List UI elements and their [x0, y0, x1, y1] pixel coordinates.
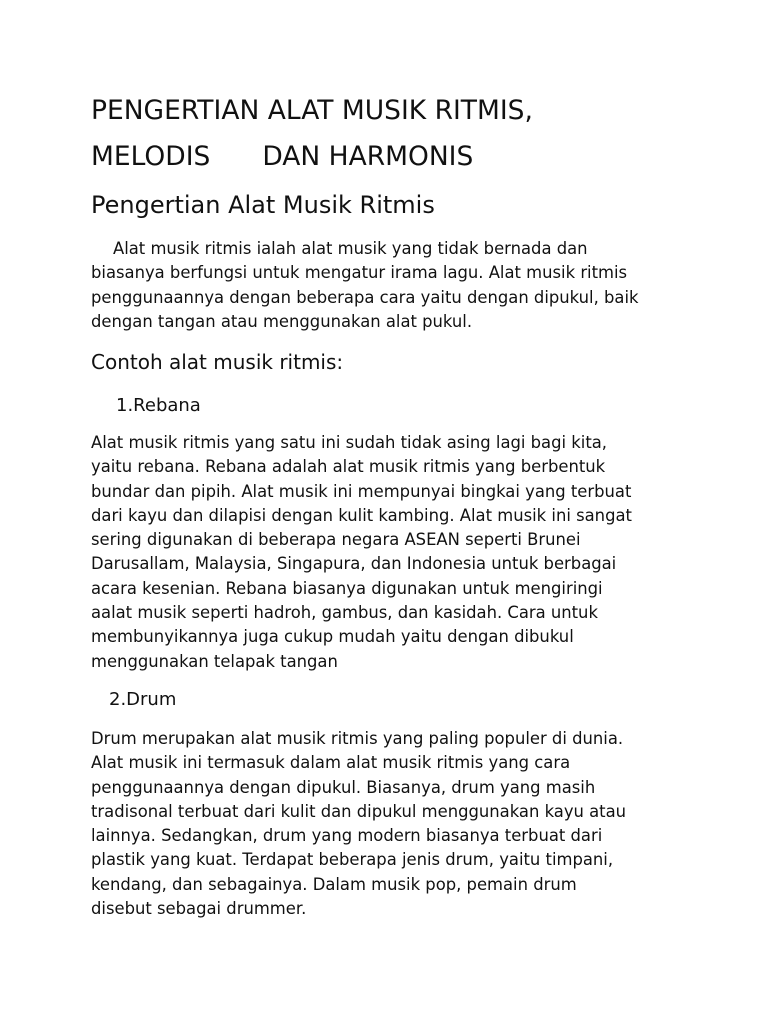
intro-paragraph [91, 237, 681, 334]
rebana-line: sering digunakan di beberapa negara ASEAN seperti Brunei [91, 530, 581, 550]
title-line-1: PENGERTIAN ALAT MUSIK RITMIS, [91, 95, 533, 126]
rebana-line: aalat musik seperti hadroh, gambus, dan kasidah. Cara untuk [91, 603, 598, 623]
intro-line: Alat musik ritmis ialah alat musik yang tidak bernada dan [113, 239, 588, 258]
rebana-paragraph [91, 431, 681, 674]
rebana-line: Darusallam, Malaysia, Singapura, dan Indonesia untuk berbagai [91, 554, 617, 574]
drum-paragraph [91, 727, 681, 921]
drum-line: penggunaannya dengan dipukul. Biasanya, drum yang masih [91, 777, 596, 797]
section-heading: Pengertian Alat Musik Ritmis [91, 191, 435, 219]
rebana-line: menggunakan telapak tangan [91, 651, 338, 671]
title-line-2 [91, 134, 533, 180]
drum-line: disebut sebagai drummer. [91, 899, 307, 919]
drum-line: kendang, dan sebagainya. Dalam musik pop, pemain drum [91, 874, 577, 894]
drum-line: tradisonal terbuat dari kulit dan dipukul menggunakan kayu atau [91, 801, 627, 821]
rebana-line: dari kayu dan dilapisi dengan kulit kambing. Alat musik ini sangat [91, 505, 632, 525]
examples-heading: Contoh alat musik ritmis: [91, 350, 344, 374]
drum-line: Drum merupakan alat musik ritmis yang paling populer di dunia. [91, 729, 624, 748]
title-line-2-part-a: MELODIS [91, 141, 211, 172]
drum-line: plastik yang kuat. Terdapat beberapa jenis drum, yaitu timpani, [91, 850, 614, 870]
intro-line: dengan tangan atau menggunakan alat pukul. [91, 311, 473, 331]
rebana-line: bundar dan pipih. Alat musik ini mempunyai bingkai yang terbuat [91, 481, 632, 501]
item-heading-drum: 2.Drum [109, 689, 177, 710]
drum-line: Alat musik ini termasuk dalam alat musik ritmis yang cara [91, 753, 571, 773]
rebana-line: yaitu rebana. Rebana adalah alat musik ritmis yang berbentuk [91, 457, 606, 477]
intro-line: biasanya berfungsi untuk mengatur irama lagu. Alat musik ritmis [91, 263, 628, 283]
rebana-line: membunyikannya juga cukup mudah yaitu dengan dibukul [91, 627, 574, 647]
title-line-2-part-b: DAN HARMONIS [262, 141, 474, 172]
rebana-line: acara kesenian. Rebana biasanya digunakan untuk mengiringi [91, 578, 603, 598]
item-heading-rebana: 1.Rebana [116, 395, 201, 416]
intro-line: penggunaannya dengan beberapa cara yaitu dengan dipukul, baik [91, 287, 639, 307]
rebana-line: Alat musik ritmis yang satu ini sudah tidak asing lagi bagi kita, [91, 433, 608, 452]
drum-line: lainnya. Sedangkan, drum yang modern biasanya terbuat dari [91, 826, 603, 846]
document-title [91, 88, 533, 180]
